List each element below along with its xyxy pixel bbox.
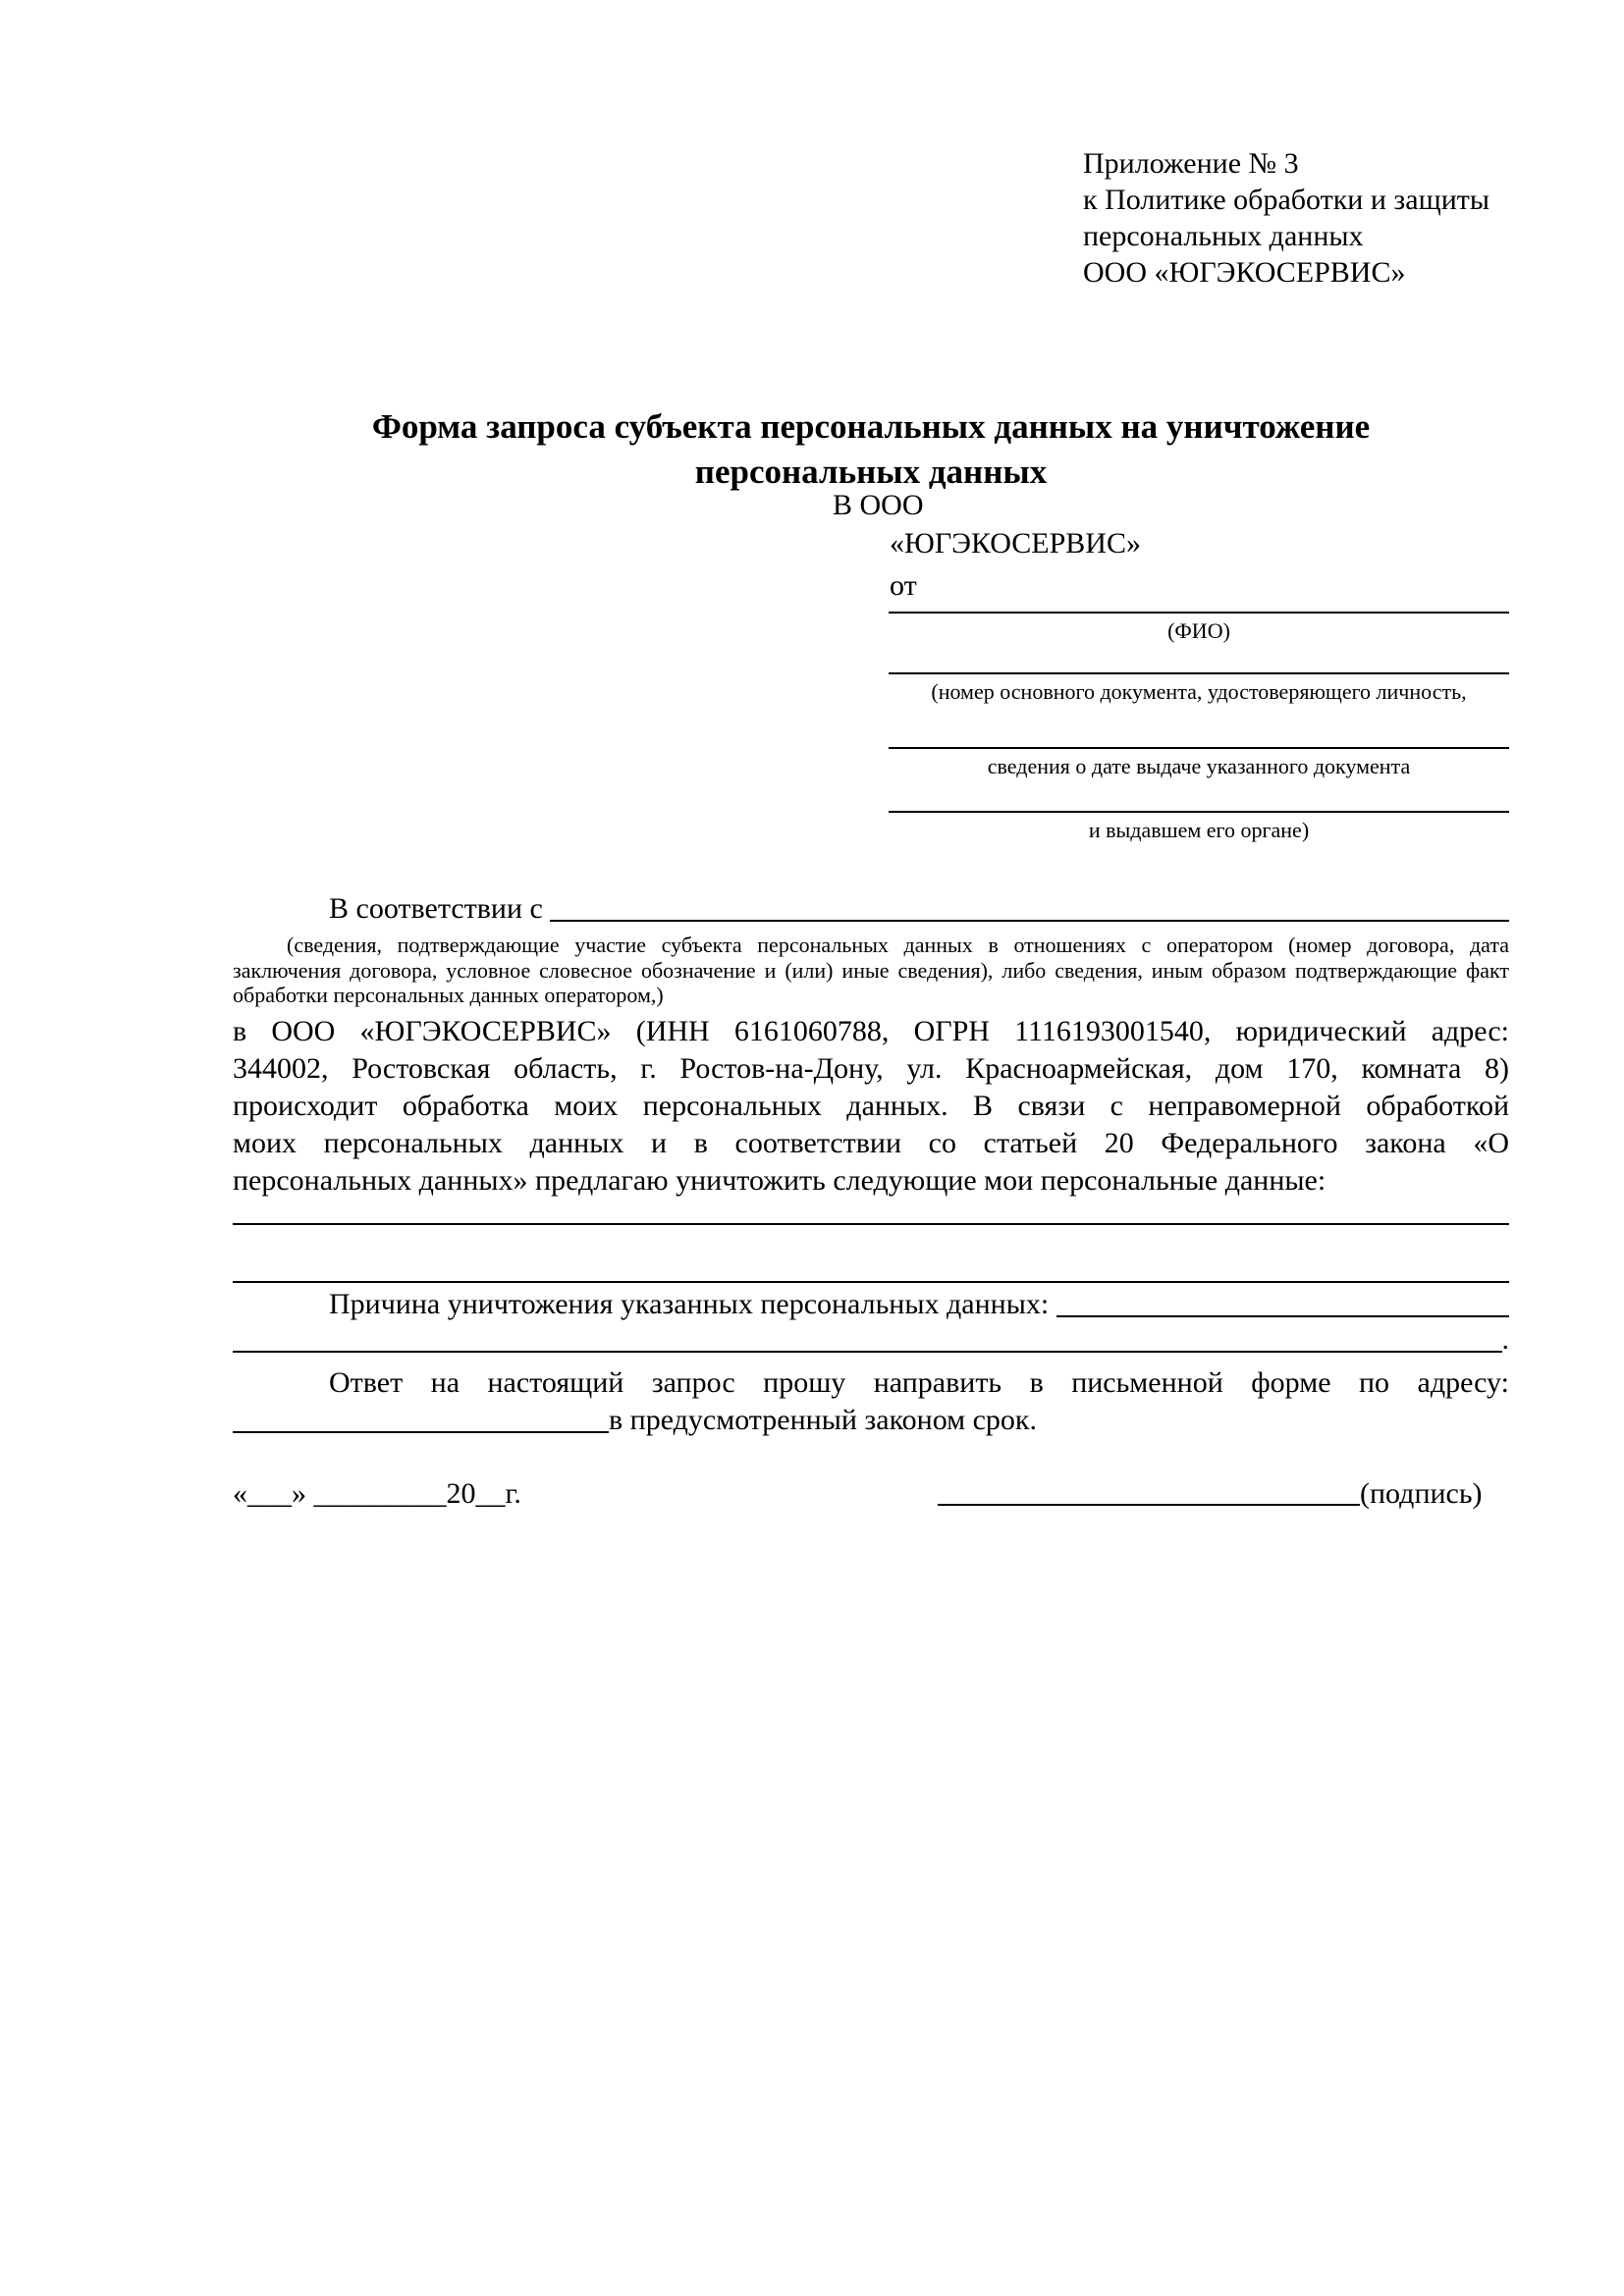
appendix-header-line: ООО «ЮГЭКОСЕРВИС» [1083, 256, 1406, 289]
body-paragraph [233, 1013, 1509, 1200]
data-to-destroy-blank-line [233, 1281, 1509, 1283]
accordance-note-line: (сведения, подтверждающие участие субъекта персональных данных в отношениях с оператором (номер договора, дата [287, 933, 1509, 957]
signature-caption: (подпись) [1360, 1477, 1483, 1510]
document-title [233, 404, 1509, 495]
reason-blank-line [1056, 1286, 1509, 1317]
accordance-note-line: обработки персональных данных оператором,) [233, 983, 664, 1007]
reason-period: . [1501, 1323, 1509, 1356]
reason-lead: Причина уничтожения указанных персональных данных: [329, 1288, 1056, 1320]
appendix-header [1083, 145, 1489, 291]
appendix-header-line: к Политике обработки и защиты [1083, 184, 1490, 216]
id-document-blank-line [889, 672, 1509, 674]
issuing-authority-caption: и выдавшем его органе) [1088, 818, 1310, 842]
answer-address-blank-line [233, 1402, 609, 1433]
reason-row [233, 1286, 1509, 1323]
reason-continuation-row [233, 1321, 1509, 1359]
addressee-from: от [890, 569, 917, 602]
accordance-row [233, 890, 1509, 928]
addressee-company: «ЮГЭКОСЕРВИС» [890, 527, 1141, 560]
appendix-header-line: персональных данных [1083, 220, 1364, 252]
fio-blank-line [889, 612, 1509, 614]
accordance-blank-line [550, 890, 1509, 922]
accordance-lead: В соответствии с [329, 892, 551, 925]
appendix-header-line: Приложение № 3 [1083, 147, 1299, 180]
issue-date-caption: сведения о дате выдаче указанного документа [987, 754, 1411, 778]
accordance-note-line: заключения договора, условное словесное обозначение и (или) иные сведения), либо сведения, иным образом подтверждающие факт [233, 957, 1509, 983]
id-document-caption: (номер основного документа, удостоверяющего личность, [931, 679, 1467, 704]
accordance-note [233, 933, 1509, 1008]
answer-tail: в предусмотренный законом срок. [609, 1404, 1037, 1436]
document-title-line: Форма запроса субъекта персональных данных на уничтожение [371, 407, 1371, 446]
answer-request-line: Ответ на настоящий запрос прошу направить в письменной форме по адресу: [329, 1366, 1509, 1399]
signature-blank-line [938, 1474, 1360, 1506]
body-paragraph-line: 344002, Ростовская область, г. Ростов-на-Дону, ул. Красноармейская, дом 170, комната 8) [233, 1052, 1509, 1085]
data-to-destroy-blank-line [233, 1223, 1509, 1225]
body-paragraph-line: происходит обработка моих персональных данных. В связи с неправомерной обработкой [233, 1090, 1509, 1122]
signature-row [938, 1474, 1509, 1514]
issue-date-blank-line [889, 747, 1509, 749]
fio-caption: (ФИО) [1167, 618, 1230, 643]
document-title-line: персональных данных [694, 453, 1048, 491]
body-paragraph-line: персональных данных» предлагаю уничтожить следующие мои персональные данные: [233, 1164, 1326, 1197]
body-paragraph-line: в ООО «ЮГЭКОСЕРВИС» (ИНН 6161060788, ОГРН 1116193001540, юридический адрес: [233, 1015, 1509, 1047]
issuing-authority-blank-line [889, 811, 1509, 813]
answer-address-row [233, 1402, 1509, 1439]
date-line: «___» _________20__г. [233, 1477, 521, 1510]
reason-continuation-blank-line [233, 1321, 1502, 1353]
body-paragraph-line: моих персональных данных и в соответствии со статьей 20 Федерального закона «О [233, 1127, 1509, 1159]
addressee-to: В ООО [833, 489, 924, 521]
